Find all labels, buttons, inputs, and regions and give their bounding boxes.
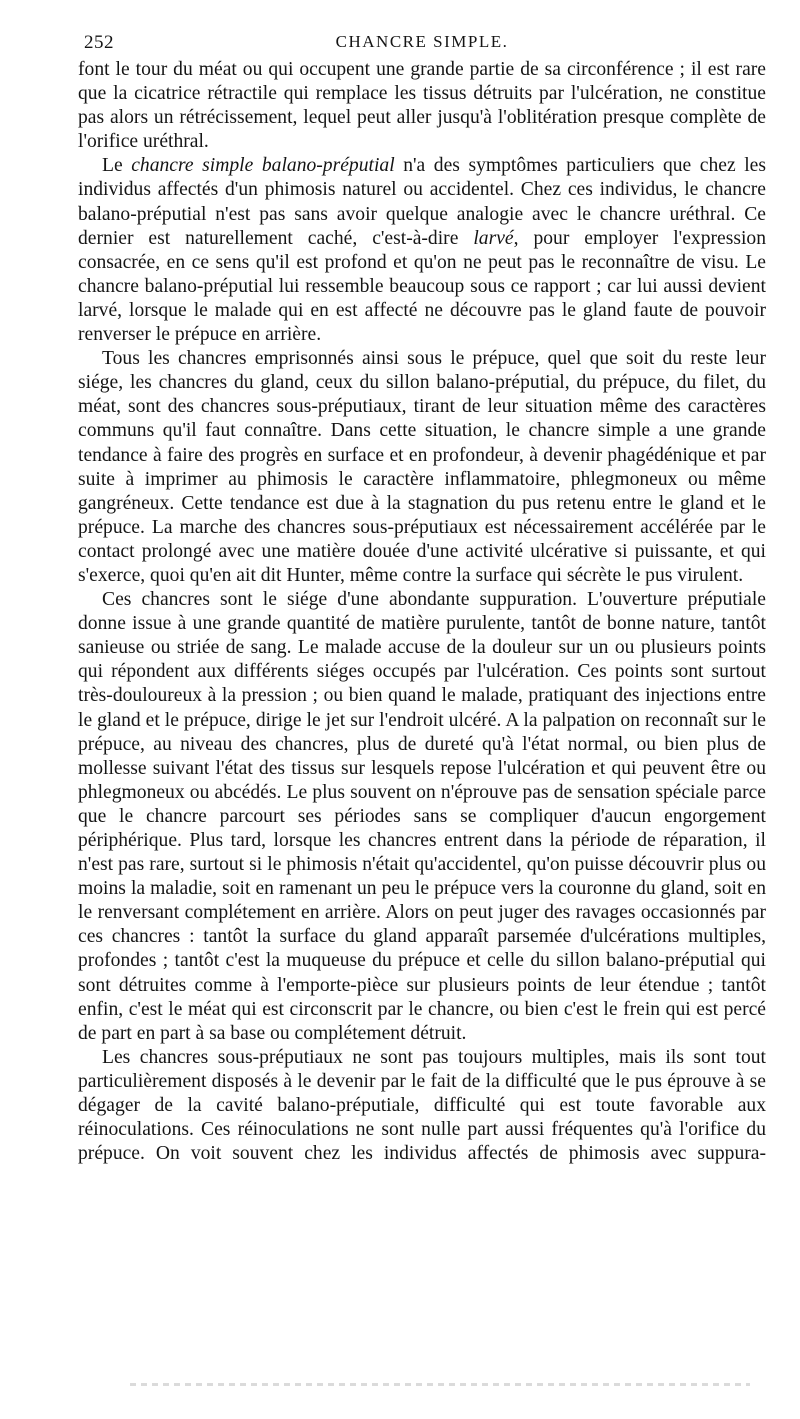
paragraph-2 — [78, 154, 766, 347]
text-run: Ces chancres sont le siége d'une abondante suppuration. L'ouverture préputiale donne issue à une grande quantité de matière purulente, tantôt de bonne nature, tantôt sanieuse ou striée de sang. Le malade accuse de la douleur sur un ou plusieurs points qui répondent aux différents siéges occupés par l'ulcération. Ces points sont surtout très-douloureux à la pression ; ou bien quand le malade, pratiquant des injections entre le gland et le prépuce, dirige le jet sur l'endroit ulcéré. A la palpation on reconnaît sur le prépuce, au niveau des chancres, plus de dureté qu'à l'état normal, ou bien plus de mollesse suivant l'état des tissus sur lesquels repose l'ulcération et qui peuvent être ou phlegmoneux ou abcédés. Le plus souvent on n'éprouve pas de sensation spéciale parce que le chancre parcourt ses périodes sans se compliquer d'aucun engorgement périphérique. Plus tard, lorsque les chancres entrent dans la période de réparation, il n'est pas rare, surtout si le phimosis n'était qu'accidentel, qu'on puisse découvrir plus ou moins la maladie, soit en ramenant un peu le prépuce vers la couronne du gland, soit en le renversant complétement en arrière. Alors on peut juger des ravages occasionnés par ces chancres : tantôt la surface du gland apparaît parsemée d'ulcérations multiples, profondes ; tantôt c'est la muqueuse du prépuce et celle du sillon balano-préputial qui sont détruites comme à l'emporte-pièce sur plusieurs points de leur étendue ; tantôt enfin, c'est le méat qui est circonscrit par le chancre, ou bien c'est le frein qui est percé de part en part à sa base ou complétement détruit. — [78, 589, 766, 1044]
italic-phrase: chancre simple balano-préputial — [131, 155, 395, 177]
body-text — [78, 58, 766, 1166]
page-number: 252 — [84, 32, 114, 53]
text-run: , pour employer l'expression consacrée, en ce sens qu'il est profond et qu'on ne peut pas le reconnaître de visu. Le chancre balano-préputial lui ressemble beaucoup sous ce rapport ; car lui aussi devient larvé, lorsque le malade qui en est affecté ne découvre pas le gland faute de pouvoir renverser le prépuce en arrière. — [78, 227, 767, 346]
italic-phrase: larvé — [473, 227, 514, 249]
paragraph-4 — [78, 588, 766, 1046]
paragraph-3 — [78, 347, 766, 588]
running-head: CHANCRE SIMPLE. — [335, 32, 509, 51]
page-header — [78, 30, 766, 58]
book-page — [78, 30, 766, 1166]
text-run: Tous les chancres emprisonnés ainsi sous le prépuce, quel que soit du reste leur siége, les chancres du gland, ceux du sillon balano-préputial, du prépuce, du filet, du méat, sont des chancres sous-préputiaux, tirant de leur situation même des caractères communs qu'il faut connaître. Dans cette situation, le chancre simple a une grande tendance à faire des progrès en surface et en profondeur, à devenir phagédénique et par suite à imprimer au phimosis le caractère inflammatoire, phlegmoneux ou même gangréneux. Cette tendance est due à la stagnation du pus retenu entre le gland et le prépuce. La marche des chancres sous-préputiaux est nécessairement accélérée par le contact prolongé avec une matière douée d'une activité ulcérative si puissante, et qui s'exerce, quoi qu'en ait dit Hunter, même contre la surface qui sécrète le pus virulent. — [78, 348, 766, 586]
text-run: Les chancres sous-préputiaux ne sont pas toujours multiples, mais ils sont tout particulièrement disposés à le devenir par le fait de la difficulté que le pus éprouve à se dégager de la cavité balano-préputiale, difficulté qui est toute favorable aux réinoculations. Ces réinoculations ne sont nulle part aussi fréquentes qu'à l'orifice du prépuce. On voit souvent chez les individus affectés de phimosis avec suppura- — [78, 1046, 766, 1165]
text-run: n'a des symptômes particuliers que chez les individus affectés d'un phimosis naturel ou accidentel. Chez ces individus, le chancre balano-préputial n'est pas sans avoir quelque analogie avec le chancre uréthral. Ce dernier est naturellement caché, c'est-à-dire — [78, 155, 766, 249]
paragraph-5 — [78, 1046, 766, 1166]
text-run: Le — [102, 155, 132, 177]
paragraph-1 — [78, 58, 766, 154]
footer-print-smudge — [130, 1383, 750, 1386]
text-run: font le tour du méat ou qui occupent une grande partie de sa circonférence ; il est rare que la cicatrice rétractile qui remplace les tissus détruits par l'ulcération, ne constitue pas alors un rétrécissement, lequel peut aller jusqu'à l'oblitération presque complète de l'orifice uréthral. — [78, 59, 766, 153]
